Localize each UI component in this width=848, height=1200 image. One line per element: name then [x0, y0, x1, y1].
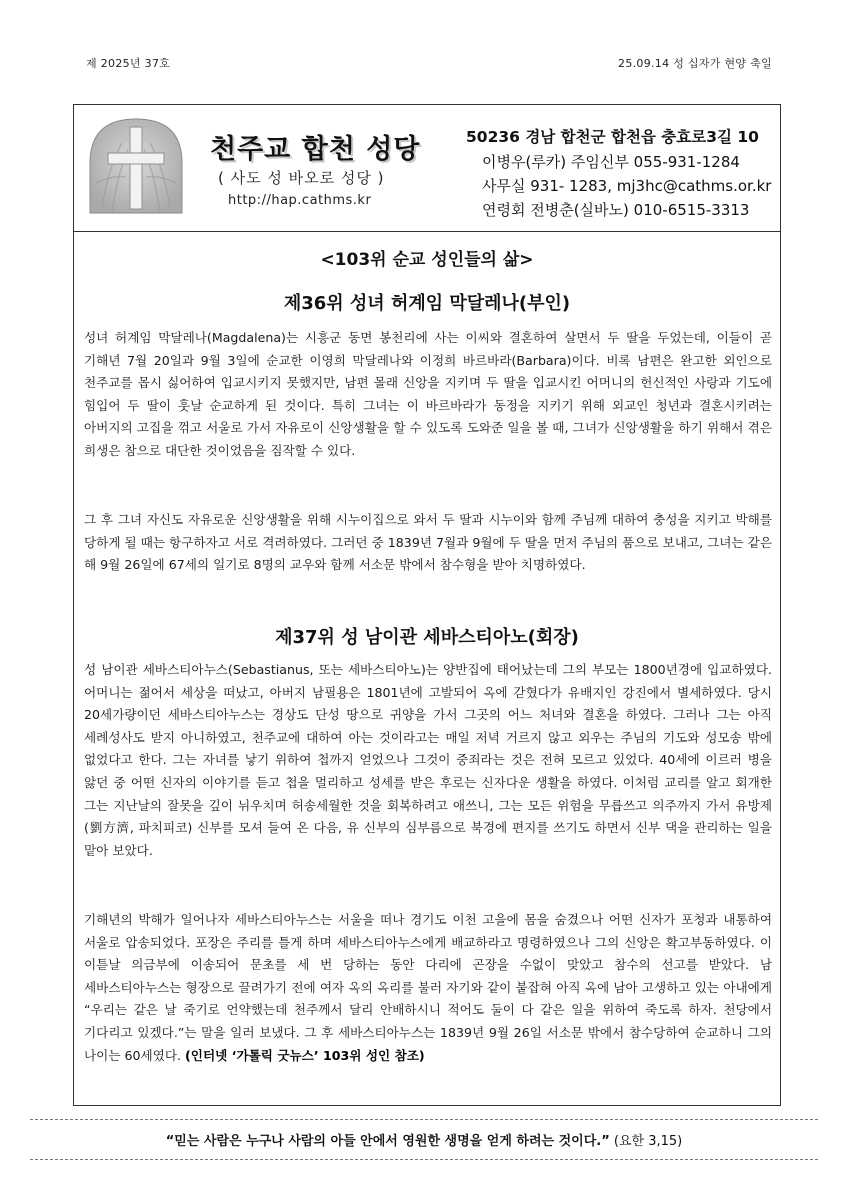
pastor-contact: 이병우(루카) 주임신부 055-931-1284	[482, 153, 740, 171]
saint36-title: 제36위 성녀 허계임 막달레나(부인)	[283, 293, 571, 314]
issue-number: 제 2025년 37호	[86, 57, 171, 70]
series-title: <103위 순교 성인들의 삶>	[320, 250, 534, 270]
church-name: 천주교 합천 성당	[210, 134, 421, 165]
bulletin-header	[74, 105, 780, 232]
office-contact: 사무실 931- 1283, mj3hc@cathms.or.kr	[482, 177, 772, 195]
source-reference: (인터넷 ‘가톨릭 굿뉴스’ 103위 성인 참조)	[185, 1047, 425, 1063]
council-contact: 연령회 전병춘(실바노) 010-6515-3313	[482, 201, 750, 219]
church-subtitle: ( 사도 성 바오로 성당 )	[218, 169, 385, 187]
saint37-paragraph-2	[84, 909, 772, 1067]
quote-citation: (요한 3,15)	[613, 1134, 683, 1149]
saint37-paragraph-2-text: 기해년의 박해가 일어나자 세바스티아누스는 서울을 떠나 경기도 이천 고을에 몸을 숨겼으나 어떤 신자가 포청과 내통하여 서울로 압송되었다. 포장은 주리를 틀게 하며 세바스티아누스에게 배교하라고 명령하였으나 그의 신앙은 확고부동하였다. 이 이튿날 의금부에 이송되어 문초를 세 번 당하는 동안 다리에 곤장을 수없이 맞았고 참수의 선고를 받았다. 남 세바스티아누스는 형장으로 끌려가기 전에 여자 옥의 옥리를 불러 자기와 같이 붙잡혀 아직 옥에 남아 고생하고 있는 아내에게 “우리는 같은 날 죽기로 언약했는데 천주께서 달리 안배하시니 적어도 둘이 다 같은 일을 위하여 죽도록 하자. 천당에서 기다리고 있겠다.”는 말을 일러 보냈다. 그 후 세바스티아누스는 1839년 9월 26일 서소문 밖에서 참수당하여 순교하니 그의 나이는 60세였다.	[84, 912, 772, 1063]
saint37-paragraph-1: 성 남이관 세바스티아누스(Sebastianus, 또는 세바스티아노)는 양반집에 태어났는데 그의 부모는 1800년경에 입교하였다. 어머니는 젊어서 세상을 떠났고, 아버지 남필용은 1801년에 고발되어 옥에 갇혔다가 유배지인 강진에서 별세하였다. 당시 20세가량이던 세바스티아누스는 경상도 단성 땅으로 귀양을 가서 그곳의 어느 처녀와 결혼을 하였다. 그러나 그는 아직 세례성사도 받지 아니하였고, 천주교에 대하여 아는 것이라고는 매일 저녁 거르지 않고 외우는 주님의 기도와 성모송 밖에 없었다고 한다. 그는 자녀를 낳기 위하여 첩까지 얻었으나 그것이 중죄라는 것은 전혀 모르고 있었다. 40세에 이르러 병을 앓던 중 어떤 신자의 이야기를 듣고 첩을 멀리하고 성세를 받은 후로는 신자다운 생활을 하였다. 이처럼 교리를 알고 회개한 그는 지난날의 잘못을 깊이 뉘우치며 허송세월한 것을 회복하려고 애쓰니, 그는 모든 위험을 무릅쓰고 의주까지 가서 유방제(劉方濟, 파치피코) 신부를 모셔 들여 온 다음, 유 신부의 심부름으로 북경에 편지를 쓰기도 하면서 신부 댁을 관리하는 일을 맡아 보았다.	[84, 662, 772, 858]
church-url[interactable]: http://hap.cathms.kr	[228, 193, 372, 208]
issue-date: 25.09.14 성 십자가 현양 축일	[618, 57, 772, 70]
quote-text: “믿는 사람은 누구나 사람의 아들 안에서 영원한 생명을 얻게 하려는 것이다.”	[165, 1134, 610, 1149]
scripture-quote	[0, 1130, 848, 1149]
bulletin-frame	[73, 104, 781, 1106]
saint36-paragraph-1: 성녀 허계임 막달레나(Magdalena)는 시흥군 동면 봉천리에 사는 이씨와 결혼하여 살면서 두 딸을 두었는데, 이들이 곧 기해년 7월 20일과 9월 3일에 순교한 이영희 막달레나와 이정희 바르바라(Barbara)이다. 비록 남편은 완고한 외인으로 천주교를 몹시 싫어하여 입교시키지 못했지만, 남편 몰래 신앙을 지키며 두 딸을 입교시킨 어머니의 헌신적인 사랑과 기도에 힘입어 두 딸이 훗날 순교하게 된 것이다. 특히 그녀는 이 바르바라가 동정을 지키기 위해 외교인 청년과 결혼시키려는 아버지의 고집을 꺾고 서울로 가서 자유로이 신앙생활을 할 수 있도록 도와준 일을 볼 때, 그녀가 신앙생활을 하기 위해서 겪은 희생은 참으로 대단한 것이었음을 짐작할 수 있다.	[84, 330, 772, 458]
church-address: 50236 경남 합천군 합천읍 충효로3길 10	[466, 128, 759, 146]
saint36-paragraph-2: 그 후 그녀 자신도 자유로운 신앙생활을 위해 시누이집으로 와서 두 딸과 시누이와 함께 주님께 대하여 충성을 지키고 박해를 당하게 될 때는 항구하자고 서로 격려하였다. 그러던 중 1839년 7월과 9월에 두 딸을 먼저 주님의 품으로 보내고, 그녀는 같은 해 9월 26일에 67세의 일기로 8명의 교우와 함께 서소문 밖에서 참수형을 받아 치명하였다.	[84, 512, 772, 573]
divider-top	[30, 1119, 818, 1120]
church-cross-logo-icon	[82, 113, 190, 221]
saint37-title: 제37위 성 남이관 세바스티아노(회장)	[275, 627, 579, 648]
divider-bottom	[30, 1159, 818, 1160]
